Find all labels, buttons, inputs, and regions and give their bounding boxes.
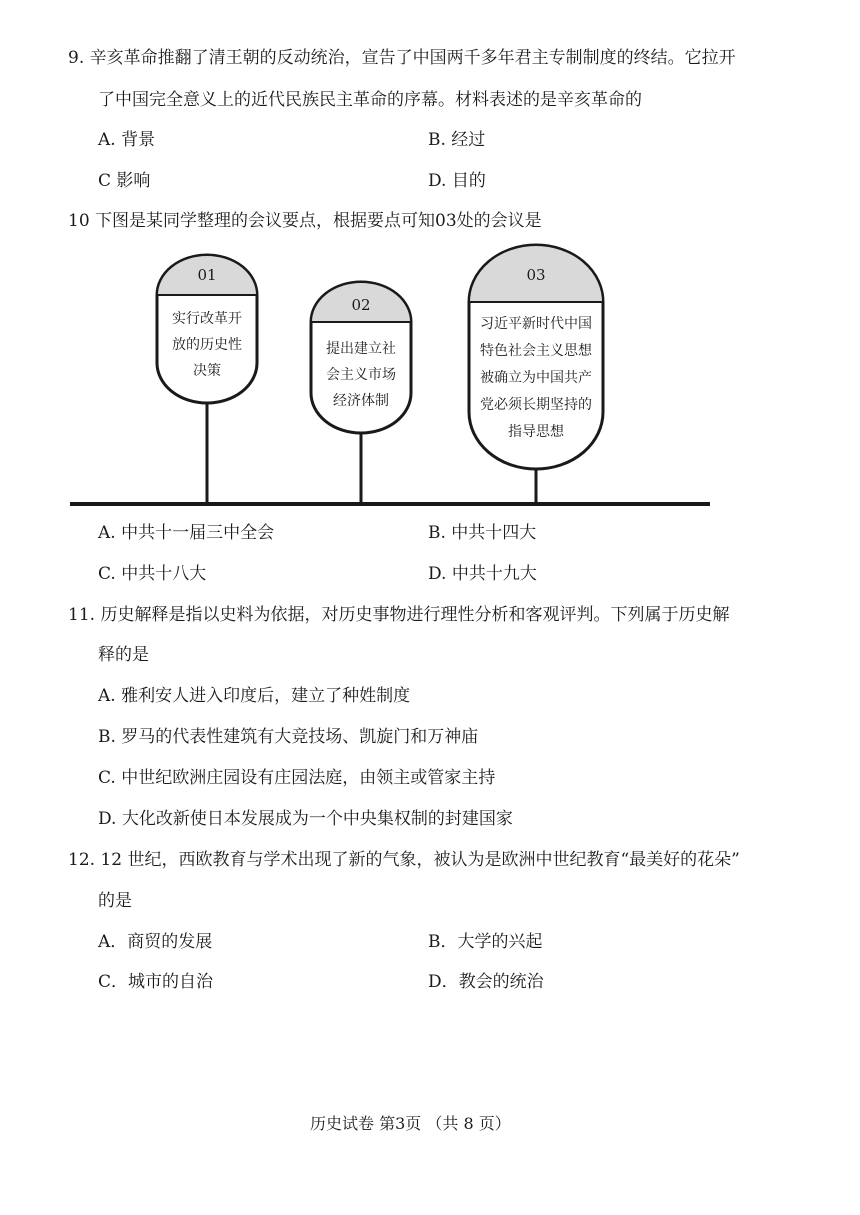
q9-stem-line1: 9. 辛亥革命推翻了清王朝的反动统治，宣告了中国两千多年君主专制制度的终结。它拉开 <box>68 48 736 68</box>
card-03-line1: 习近平新时代中国 <box>480 316 592 332</box>
page-footer: 历史试卷 第3页 （共 8 页） <box>310 1114 511 1133</box>
q11-option-d: D. 大化改新使日本发展成为一个中央集权制的封建国家 <box>98 809 513 829</box>
card-03-number: 03 <box>526 266 546 284</box>
q9-option-b: B. 经过 <box>428 130 486 150</box>
meeting-timeline-diagram <box>0 0 860 530</box>
q12-option-c: C．城市的自治 <box>98 972 214 992</box>
q9-option-d: D. 目的 <box>428 171 486 191</box>
card-03-line5: 指导思想 <box>508 424 564 440</box>
q10-option-a: A. 中共十一届三中全会 <box>98 523 275 543</box>
card-01-line1: 实行改革开 <box>172 311 242 327</box>
q11-option-c: C. 中世纪欧洲庄园设有庄园法庭，由领主或管家主持 <box>98 768 496 788</box>
card-02-line1: 提出建立社 <box>326 341 396 357</box>
q9-stem-line2: 了中国完全意义上的近代民族民主革命的序幕。材料表述的是辛亥革命的 <box>98 90 642 110</box>
q11-stem-line1: 11. 历史解释是指以史料为依据，对历史事物进行理性分析和客观评判。下列属于历史解 <box>68 605 730 625</box>
q9-option-c: C 影响 <box>98 171 151 191</box>
card-02-line2: 会主义市场 <box>326 367 396 383</box>
q10-option-b: B. 中共十四大 <box>428 523 537 543</box>
card-01-line2: 放的历史性 <box>172 337 242 353</box>
card-02-line3: 经济体制 <box>333 393 389 409</box>
q12-stem-line2: 的是 <box>98 891 132 911</box>
q12-option-b: B．大学的兴起 <box>428 932 543 952</box>
q12-stem-line1: 12. 12 世纪，西欧教育与学术出现了新的气象，被认为是欧洲中世纪教育“最美好的花朵” <box>68 850 740 870</box>
card-01-number: 01 <box>197 266 217 284</box>
card-03-line4: 党必须长期坚持的 <box>480 397 592 413</box>
q10-option-c: C. 中共十八大 <box>98 564 207 584</box>
q10-stem: 10 下图是某同学整理的会议要点，根据要点可知03处的会议是 <box>68 211 542 231</box>
q9-option-a: A. 背景 <box>98 130 156 150</box>
card-03-line2: 特色社会主义思想 <box>480 343 592 359</box>
card-01-line3: 决策 <box>193 363 221 379</box>
q12-option-a: A．商贸的发展 <box>98 932 213 952</box>
q11-option-a: A. 雅利安人进入印度后，建立了种姓制度 <box>98 686 411 706</box>
card-03-line3: 被确立为中国共产 <box>480 370 592 386</box>
q11-stem-line2: 释的是 <box>98 645 149 665</box>
q10-option-d: D. 中共十九大 <box>428 564 537 584</box>
card-02-number: 02 <box>351 296 371 314</box>
q11-option-b: B. 罗马的代表性建筑有大竞技场、凯旋门和万神庙 <box>98 727 479 747</box>
q12-option-d: D．教会的统治 <box>428 972 544 992</box>
